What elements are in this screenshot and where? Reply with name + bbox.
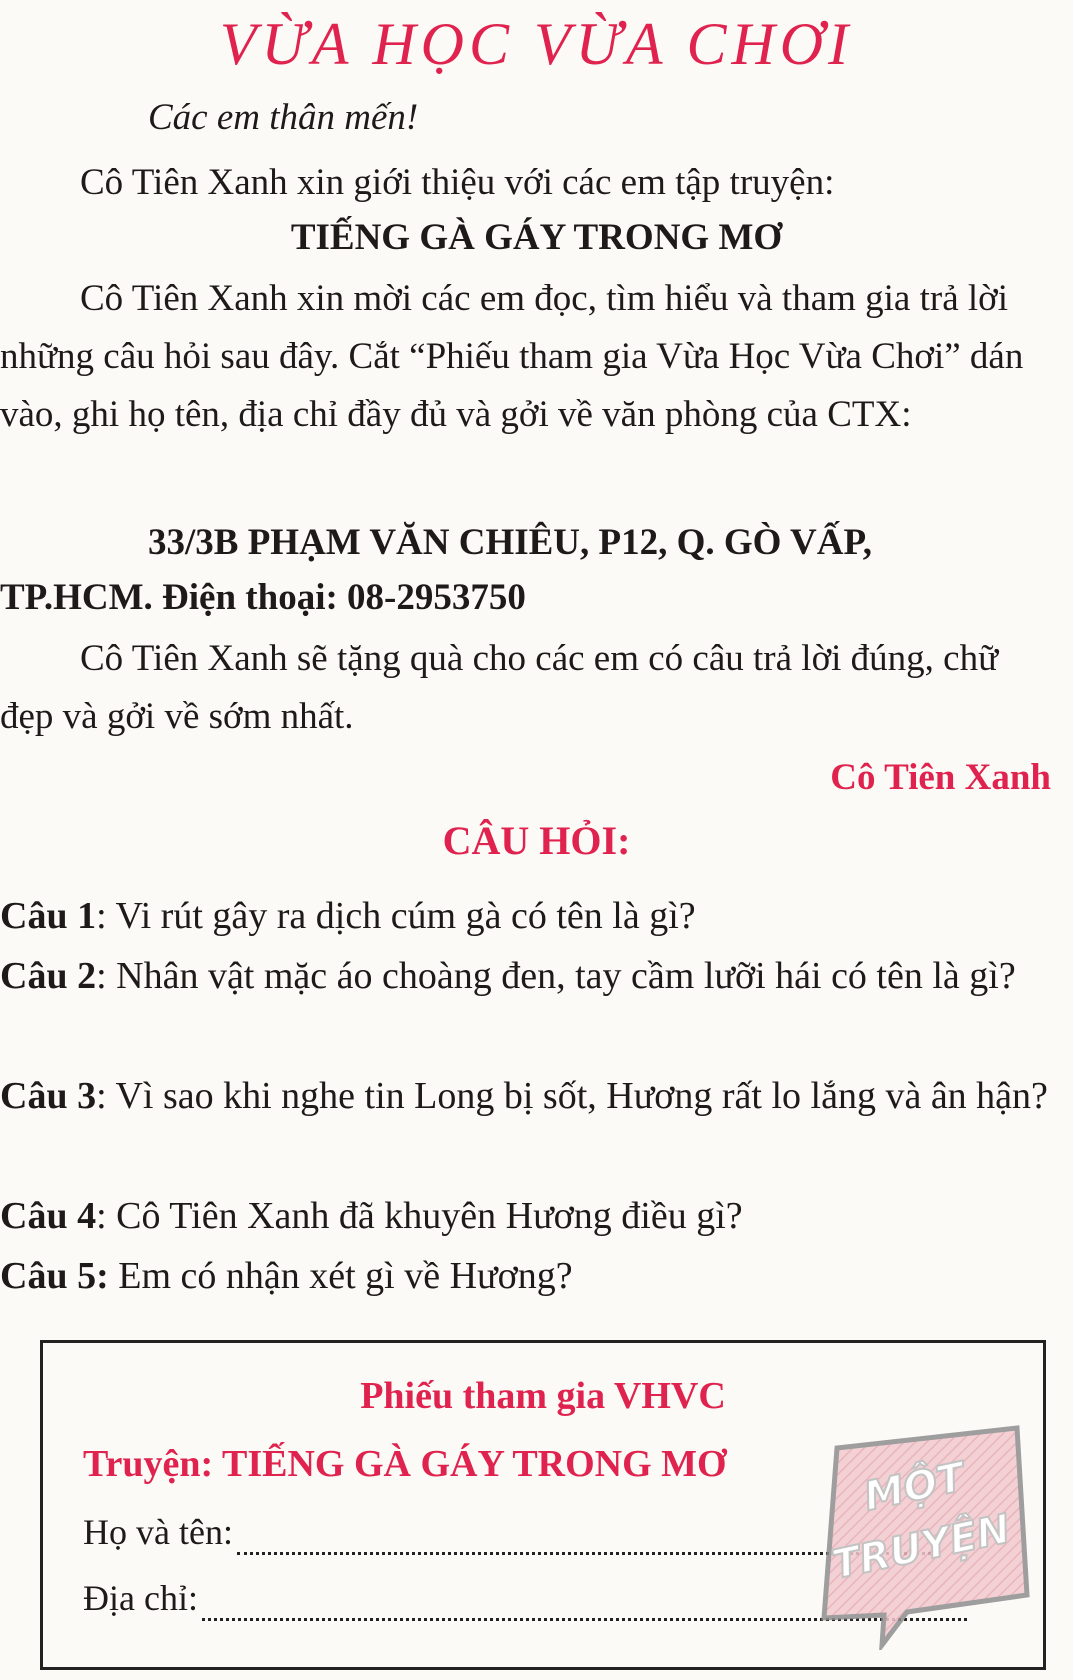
name-label: Họ và tên: bbox=[83, 1512, 233, 1552]
watermark-text-2: TRUYỆN bbox=[828, 1506, 1015, 1589]
question-2 bbox=[0, 946, 1060, 1006]
watermark-logo-icon bbox=[812, 1420, 1032, 1650]
question-text: : Cô Tiên Xanh đã khuyên Hương điều gì? bbox=[96, 1195, 743, 1237]
prize-paragraph: Cô Tiên Xanh sẽ tặng quà cho các em có câu trả lời đúng, chữ đẹp và gởi về sớm nhất. bbox=[0, 638, 999, 737]
page-title: VỪA HỌC VỪA CHƠI bbox=[219, 11, 854, 77]
question-1 bbox=[0, 886, 1060, 946]
question-label: Câu 2 bbox=[0, 955, 97, 997]
address-label: Địa chỉ: bbox=[83, 1578, 198, 1618]
question-label: Câu 3 bbox=[0, 1075, 97, 1117]
question-text: : Vi rút gây ra dịch cúm gà có tên là gì? bbox=[96, 895, 696, 937]
question-label: Câu 1 bbox=[0, 895, 97, 937]
question-label: Câu 5: bbox=[0, 1255, 109, 1297]
question-text: : Nhân vật mặc áo choàng đen, tay cầm lưỡi hái có tên là gì? bbox=[96, 955, 1016, 997]
signature: Cô Tiên Xanh bbox=[830, 757, 1051, 798]
greeting: Các em thân mến! bbox=[148, 97, 419, 138]
question-text: : Vì sao khi nghe tin Long bị sốt, Hương rất lo lắng và ân hận? bbox=[96, 1075, 1048, 1117]
form-story-title: Truyện: TIẾNG GÀ GÁY TRONG MƠ bbox=[83, 1443, 727, 1485]
question-label: Câu 4 bbox=[0, 1195, 97, 1237]
name-field[interactable] bbox=[83, 1509, 937, 1555]
intro-text: Cô Tiên Xanh xin giới thiệu với các em tập truyện: bbox=[80, 162, 835, 203]
question-3 bbox=[0, 1066, 1060, 1126]
questions-heading: CÂU HỎI: bbox=[442, 818, 631, 863]
address-line-1: 33/3B PHẠM VĂN CHIÊU, P12, Q. GÒ VẤP, bbox=[148, 522, 872, 563]
form-title: Phiếu tham gia VHVC bbox=[360, 1375, 726, 1417]
address-line-2: TP.HCM. Điện thoại: 08-2953750 bbox=[0, 577, 526, 618]
watermark-text-1: MỘT bbox=[860, 1454, 969, 1521]
question-4 bbox=[0, 1186, 1060, 1246]
question-text: Em có nhận xét gì về Hương? bbox=[108, 1255, 573, 1297]
instructions-paragraph: Cô Tiên Xanh xin mời các em đọc, tìm hiểu và tham gia trả lời những câu hỏi sau đây. Cắt “Phiếu tham gia Vừa Học Vừa Chơi” dán vào, ghi họ tên, địa chỉ đầy đủ và gởi về văn phòng của CTX: bbox=[0, 278, 1024, 435]
question-5 bbox=[0, 1246, 1060, 1306]
book-title: TIẾNG GÀ GÁY TRONG MƠ bbox=[290, 217, 783, 258]
